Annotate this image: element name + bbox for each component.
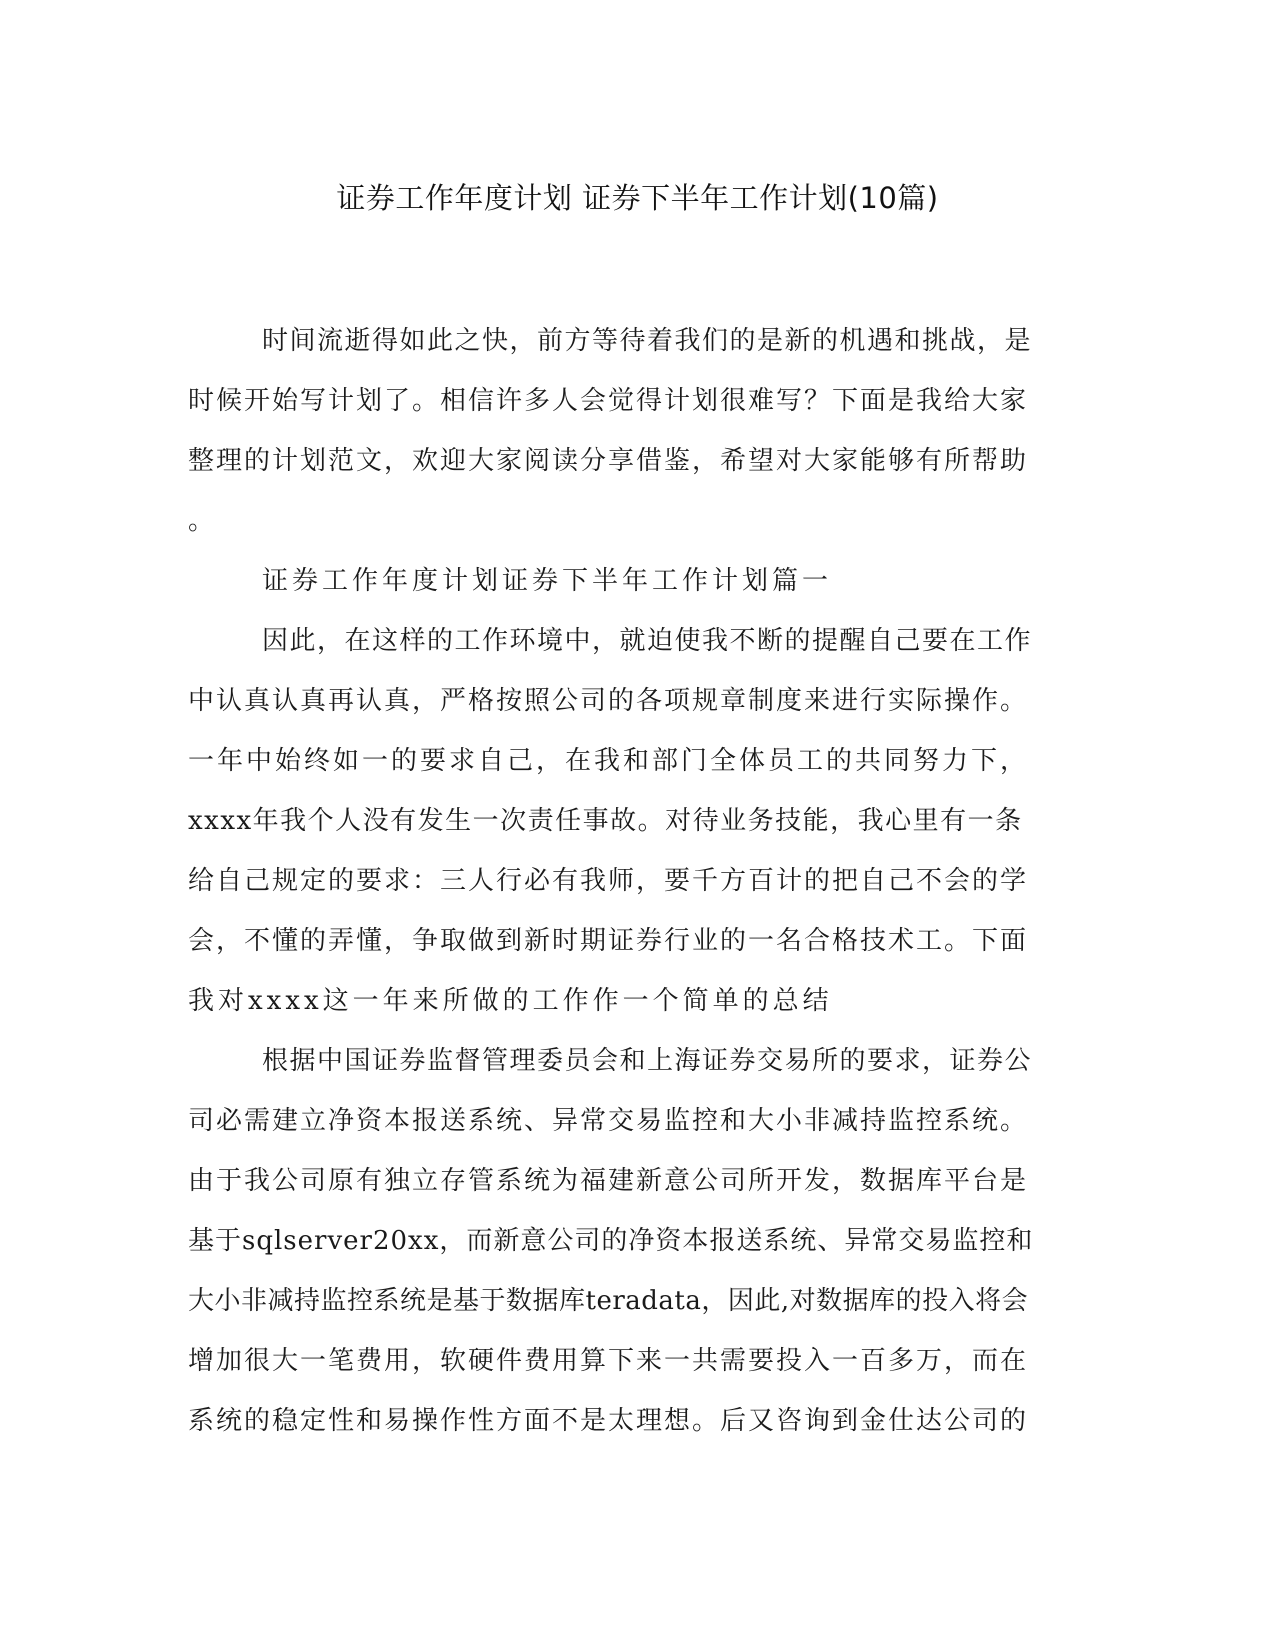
- paragraph-line: 整理的计划范文，欢迎大家阅读分享借鉴，希望对大家能够有所帮助: [188, 446, 1029, 476]
- paragraph-line: 。: [188, 506, 219, 536]
- paragraph-line: 基于sqlserver20xx，而新意公司的净资本报送系统、异常交易监控和: [188, 1226, 1034, 1256]
- paragraph-line: 由于我公司原有独立存管系统为福建新意公司所开发，数据库平台是: [188, 1166, 1029, 1196]
- paragraph-line: 时间流逝得如此之快，前方等待着我们的是新的机遇和挑战，是: [262, 326, 1033, 356]
- paragraph-line: 大小非减持监控系统是基于数据库teradata，因此,对数据库的投入将会: [188, 1286, 1029, 1316]
- section-heading: 证券工作年度计划证券下半年工作计划篇一: [262, 566, 833, 596]
- paragraph-line: 中认真认真再认真，严格按照公司的各项规章制度来进行实际操作。: [188, 686, 1029, 716]
- paragraph-line: 因此，在这样的工作环境中，就迫使我不断的提醒自己要在工作: [262, 626, 1033, 656]
- paragraph-line: 会，不懂的弄懂，争取做到新时期证券行业的一名合格技术工。下面: [188, 926, 1029, 956]
- paragraph-line: 司必需建立净资本报送系统、异常交易监控和大小非减持监控系统。: [188, 1106, 1029, 1136]
- paragraph-line: xxxx年我个人没有发生一次责任事故。对待业务技能，我心里有一条: [188, 806, 1023, 836]
- paragraph-line: 根据中国证券监督管理委员会和上海证券交易所的要求，证券公: [262, 1046, 1033, 1076]
- paragraph-line: 给自己规定的要求：三人行必有我师，要千方百计的把自己不会的学: [188, 866, 1029, 896]
- paragraph-line: 一年中始终如一的要求自己，在我和部门全体员工的共同努力下，: [188, 746, 1030, 776]
- paragraph-line: 我对xxxx这一年来所做的工作作一个简单的总结: [188, 986, 833, 1016]
- paragraph-line: 增加很大一笔费用，软硬件费用算下来一共需要投入一百多万，而在: [188, 1346, 1029, 1376]
- paragraph-line: 时候开始写计划了。相信许多人会觉得计划很难写？下面是我给大家: [188, 386, 1029, 416]
- paragraph-line: 系统的稳定性和易操作性方面不是太理想。后又咨询到金仕达公司的: [188, 1406, 1029, 1436]
- page-title: 证券工作年度计划 证券下半年工作计划(10篇): [336, 181, 939, 215]
